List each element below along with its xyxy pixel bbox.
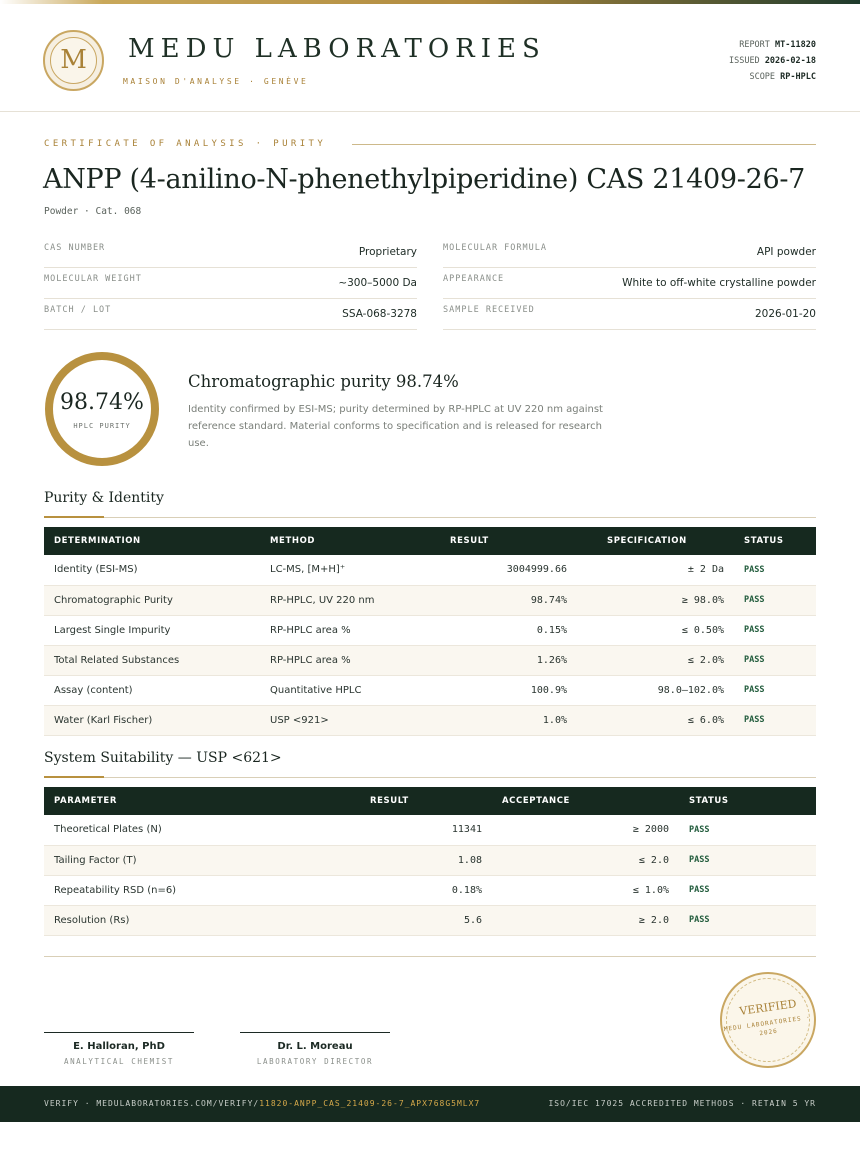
signatory-name: Dr. L. Moreau: [277, 1041, 353, 1052]
status-badge: PASS: [679, 905, 816, 935]
signature-divider: [44, 956, 816, 957]
property-value: White to off-white crystalline powder: [622, 277, 816, 289]
signature-analytical-chemist: [44, 1032, 194, 1066]
parameter-cell: Theoretical Plates (N): [44, 815, 360, 845]
method-cell: LC-MS, [M+H]⁺: [260, 555, 420, 585]
report-meta: [729, 37, 816, 85]
accreditation-note: ISO/IEC 17025 ACCREDITED METHODS · RETAIN 5 YR: [548, 1099, 816, 1108]
purity-summary-text: Identity confirmed by ESI-MS; purity determined by RP-HPLC at UV 220 nm against reference standard. Material conforms to specification and is released for research use.: [188, 404, 603, 449]
table-row: [44, 845, 816, 875]
status-badge: PASS: [734, 705, 816, 735]
property-value: 2026-01-20: [754, 308, 816, 320]
status-badge: PASS: [734, 645, 816, 675]
specification-cell: ± 2 Da: [577, 555, 734, 585]
determination-cell: Chromatographic Purity: [44, 585, 260, 615]
product-subtitle: Powder · Cat. 068: [44, 206, 142, 217]
status-badge: PASS: [679, 875, 816, 905]
verified-stamp: [720, 972, 816, 1068]
product-title: ANPP (4-anilino-N-phenethylpiperidine) CAS 21409-26-7: [43, 164, 806, 195]
table-row: [44, 555, 816, 585]
status-badge: PASS: [734, 585, 816, 615]
method-cell: RP-HPLC, UV 220 nm: [260, 585, 420, 615]
section-divider: [44, 777, 816, 778]
purity-ring-value: 98.74%: [60, 390, 144, 415]
table-header-row: [44, 527, 816, 555]
property-molecular-weight: [44, 268, 417, 299]
acceptance-cell: ≤ 2.0: [492, 845, 679, 875]
table-row: [44, 675, 816, 705]
result-cell: 0.15%: [420, 615, 577, 645]
certificate-kicker: CERTIFICATE OF ANALYSIS · PURITY: [44, 139, 327, 149]
section-divider: [44, 517, 816, 518]
determination-cell: Largest Single Impurity: [44, 615, 260, 645]
property-sample-received: [443, 299, 816, 330]
result-cell: 98.74%: [420, 585, 577, 615]
table-row: [44, 905, 816, 935]
table-row: [44, 645, 816, 675]
header: [0, 4, 860, 112]
property-value: ~300–5000 Da: [338, 277, 417, 289]
determination-cell: Assay (content): [44, 675, 260, 705]
property-key: APPEARANCE: [443, 274, 505, 284]
property-molecular-formula: [443, 237, 816, 268]
determination-cell: Identity (ESI-MS): [44, 555, 260, 585]
status-badge: PASS: [734, 675, 816, 705]
suitability-table: [44, 787, 816, 936]
purity-summary-title: Chromatographic purity 98.74%: [188, 372, 459, 391]
specification-cell: ≤ 6.0%: [577, 705, 734, 735]
table-row: [44, 615, 816, 645]
acceptance-cell: ≥ 2.0: [492, 905, 679, 935]
verify-link[interactable]: VERIFY · MEDULABORATORIES.COM/VERIFY/11820-ANPP_CAS_21409-26-7_APX768G5MLX7: [44, 1099, 481, 1108]
stamp-title: VERIFIED: [738, 997, 798, 1018]
method-cell: RP-HPLC area %: [260, 615, 420, 645]
brand-logo: [43, 30, 104, 91]
kicker-divider: [352, 144, 816, 145]
parameter-cell: Tailing Factor (T): [44, 845, 360, 875]
result-cell: 3004999.66: [420, 555, 577, 585]
property-key: MOLECULAR FORMULA: [443, 243, 547, 253]
property-key: BATCH / LOT: [44, 305, 112, 315]
column-header: SPECIFICATION: [577, 527, 734, 555]
purity-ring-label: HPLC PURITY: [73, 422, 131, 430]
result-cell: 11341: [360, 815, 492, 845]
column-header: PARAMETER: [44, 787, 360, 815]
result-cell: 1.0%: [420, 705, 577, 735]
purity-ring: [45, 352, 159, 466]
method-cell: RP-HPLC area %: [260, 645, 420, 675]
column-header: STATUS: [679, 787, 816, 815]
verify-code[interactable]: 11820-ANPP_CAS_21409-26-7_APX768G5MLX7: [259, 1099, 481, 1108]
determination-cell: Total Related Substances: [44, 645, 260, 675]
property-value: Proprietary: [358, 246, 417, 258]
result-cell: 5.6: [360, 905, 492, 935]
specification-cell: ≥ 98.0%: [577, 585, 734, 615]
column-header: ACCEPTANCE: [492, 787, 679, 815]
section-accent: [44, 516, 104, 518]
table-row: [44, 815, 816, 845]
result-cell: 0.18%: [360, 875, 492, 905]
footer: [0, 1086, 860, 1122]
status-badge: PASS: [734, 615, 816, 645]
column-header: METHOD: [260, 527, 420, 555]
signatory-role: ANALYTICAL CHEMIST: [63, 1057, 175, 1066]
determination-cell: Water (Karl Fischer): [44, 705, 260, 735]
status-badge: PASS: [679, 815, 816, 845]
brand-name: MEDU LABORATORIES: [128, 34, 546, 64]
suitability-section-title: System Suitability — USP <621>: [44, 750, 282, 766]
specification-cell: 98.0–102.0%: [577, 675, 734, 705]
scope: SCOPE RP-HPLC: [749, 72, 816, 82]
property-batch-lot: [44, 299, 417, 330]
property-value: API powder: [756, 246, 816, 258]
table-row: [44, 875, 816, 905]
parameter-cell: Resolution (Rs): [44, 905, 360, 935]
status-badge: PASS: [679, 845, 816, 875]
section-accent: [44, 776, 104, 778]
column-header: STATUS: [734, 527, 816, 555]
property-appearance: [443, 268, 816, 299]
property-cas-number: [44, 237, 417, 268]
column-header: DETERMINATION: [44, 527, 260, 555]
logo-monogram: M: [50, 37, 97, 84]
parameter-cell: Repeatability RSD (n=6): [44, 875, 360, 905]
acceptance-cell: ≤ 1.0%: [492, 875, 679, 905]
stamp-caption: MEDU LABORATORIES · 2026: [723, 1013, 812, 1038]
method-cell: USP <921>: [260, 705, 420, 735]
result-cell: 1.26%: [420, 645, 577, 675]
signature-laboratory-director: [240, 1032, 390, 1066]
table-header-row: [44, 787, 816, 815]
property-key: SAMPLE RECEIVED: [443, 305, 535, 315]
signatory-role: LABORATORY DIRECTOR: [256, 1057, 374, 1066]
specification-cell: ≤ 0.50%: [577, 615, 734, 645]
table-row: [44, 705, 816, 735]
acceptance-cell: ≥ 2000: [492, 815, 679, 845]
column-header: RESULT: [360, 787, 492, 815]
brand-tagline: MAISON D'ANALYSE · GENÈVE: [123, 77, 309, 86]
property-key: CAS NUMBER: [44, 243, 106, 253]
purity-table: [44, 527, 816, 736]
method-cell: Quantitative HPLC: [260, 675, 420, 705]
report-number: REPORT MT-11820: [739, 40, 816, 50]
specification-cell: ≤ 2.0%: [577, 645, 734, 675]
purity-section-title: Purity & Identity: [44, 490, 164, 506]
result-cell: 100.9%: [420, 675, 577, 705]
table-row: [44, 585, 816, 615]
status-badge: PASS: [734, 555, 816, 585]
property-key: MOLECULAR WEIGHT: [44, 274, 142, 284]
result-cell: 1.08: [360, 845, 492, 875]
issued-date: ISSUED 2026-02-18: [728, 56, 816, 66]
signatory-name: E. Halloran, PhD: [73, 1041, 165, 1052]
property-value: SSA-068-3278: [342, 308, 417, 320]
column-header: RESULT: [420, 527, 577, 555]
